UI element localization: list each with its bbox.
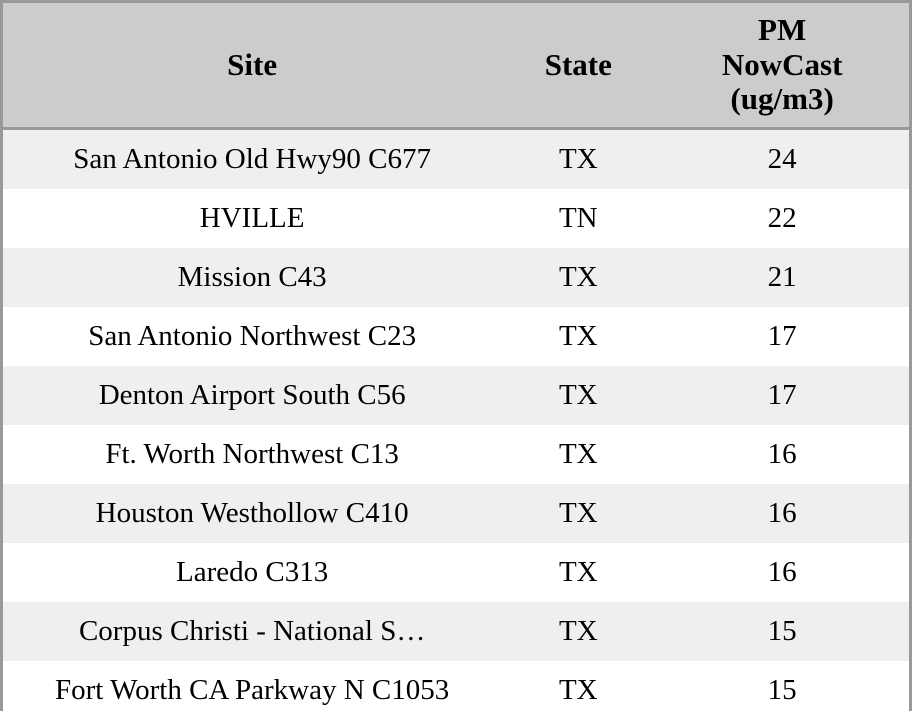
cell-pm-nowcast: 24 bbox=[767, 143, 797, 176]
column-header-pm-nowcast bbox=[655, 3, 909, 129]
cell-pm-nowcast: 15 bbox=[767, 615, 797, 648]
cell-pm-nowcast: 16 bbox=[767, 497, 797, 530]
cell-site: Fort Worth CA Parkway N C1053 bbox=[55, 674, 450, 707]
column-header-site: Site bbox=[3, 3, 501, 129]
cell-site: San Antonio Old Hwy90 C677 bbox=[73, 143, 431, 176]
column-header-state: State bbox=[501, 3, 655, 129]
table-row bbox=[3, 661, 909, 720]
cell-state: TX bbox=[558, 320, 598, 353]
cell-site: Ft. Worth Northwest C13 bbox=[105, 438, 399, 471]
cell-pm-nowcast: 17 bbox=[767, 320, 797, 353]
table-row bbox=[3, 129, 909, 190]
cell-site: Houston Westhollow C410 bbox=[95, 497, 409, 530]
column-header-pm-nowcast-line2: NowCast bbox=[721, 46, 843, 82]
cell-site: Denton Airport South C56 bbox=[98, 379, 406, 412]
cell-pm-nowcast: 17 bbox=[767, 379, 797, 412]
table-row bbox=[3, 189, 909, 248]
cell-state: TX bbox=[558, 143, 598, 176]
air-quality-table bbox=[3, 3, 909, 720]
cell-state: TX bbox=[558, 615, 598, 648]
cell-site: HVILLE bbox=[199, 202, 305, 235]
table-row bbox=[3, 248, 909, 307]
cell-state: TX bbox=[558, 497, 598, 530]
cell-pm-nowcast: 22 bbox=[767, 202, 797, 235]
column-header-pm-nowcast-line3: (ug/m3) bbox=[730, 81, 834, 117]
table-header bbox=[3, 3, 909, 129]
cell-pm-nowcast: 15 bbox=[767, 674, 797, 707]
cell-state: TX bbox=[558, 674, 598, 707]
table-row bbox=[3, 602, 909, 661]
cell-state: TN bbox=[558, 202, 598, 235]
table-row bbox=[3, 307, 909, 366]
column-header-pm-nowcast-line1: PM bbox=[758, 12, 807, 47]
cell-site: Laredo C313 bbox=[176, 556, 329, 589]
cell-state: TX bbox=[558, 438, 598, 471]
cell-state: TX bbox=[558, 261, 598, 294]
cell-site: Mission C43 bbox=[177, 261, 327, 294]
table-row bbox=[3, 484, 909, 543]
table-row bbox=[3, 366, 909, 425]
cell-site: San Antonio Northwest C23 bbox=[88, 320, 417, 353]
cell-state: TX bbox=[558, 556, 598, 589]
cell-state: TX bbox=[558, 379, 598, 412]
cell-site: Corpus Christi - National S… bbox=[78, 615, 426, 648]
cell-pm-nowcast: 16 bbox=[767, 556, 797, 589]
table-row bbox=[3, 543, 909, 602]
cell-pm-nowcast: 21 bbox=[767, 261, 797, 294]
cell-pm-nowcast: 16 bbox=[767, 438, 797, 471]
table-body bbox=[3, 129, 909, 720]
table-header-row bbox=[3, 3, 909, 129]
table-row bbox=[3, 425, 909, 484]
